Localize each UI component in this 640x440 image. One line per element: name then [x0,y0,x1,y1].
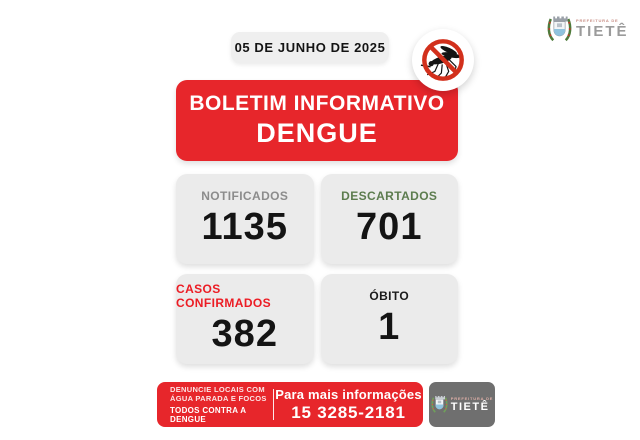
stat-card-notificados [176,174,314,264]
city-logo-name: TIETÊ [576,23,629,40]
no-mosquito-icon [417,34,469,86]
footer-phone-number: 15 3285-2181 [291,402,406,422]
stat-label: DESCARTADOS [341,189,438,203]
banner-subtitle: DENGUE [256,118,378,148]
stats-grid [176,174,458,364]
footer-notice-line1: DENUNCIE LOCAIS COM [170,385,265,394]
footer-notice [157,385,273,424]
footer-logo-small-text: PREFEITURA DE [450,395,494,401]
footer-logo-name: TIETÊ [450,400,490,413]
stat-card-descartados [321,174,459,264]
stat-card-casos-confirmados [176,274,314,364]
footer-city-logo [429,382,495,427]
stat-value: 382 [211,313,278,355]
bulletin-date-text: 05 DE JUNHO DE 2025 [234,40,386,55]
stat-value: 1135 [201,206,288,248]
stat-value: 1 [378,306,401,348]
stat-card-obito [321,274,459,364]
stat-value: 701 [356,206,423,248]
city-logo-small-text: PREFEITURA DE [576,18,619,23]
no-mosquito-badge [412,29,474,91]
footer-info-label: Para mais informações [275,386,422,402]
stat-label: ÓBITO [369,289,410,303]
stat-label: CASOS CONFIRMADOS [176,282,272,310]
stat-label: NOTIFICADOS [201,189,289,203]
bulletin-date [231,32,389,63]
bulletin-banner [176,80,458,161]
footer-notice-line2: ÁGUA PARADA E FOCOS [170,394,267,403]
footer-bar [157,382,423,427]
city-logo [547,13,629,45]
banner-title: BOLETIM INFORMATIVO [189,92,445,115]
tiete-crest-icon [431,394,448,415]
tiete-crest-icon [547,14,572,44]
footer-info [274,387,423,423]
footer-notice-bold: TODOS CONTRA A DENGUE [170,406,247,424]
